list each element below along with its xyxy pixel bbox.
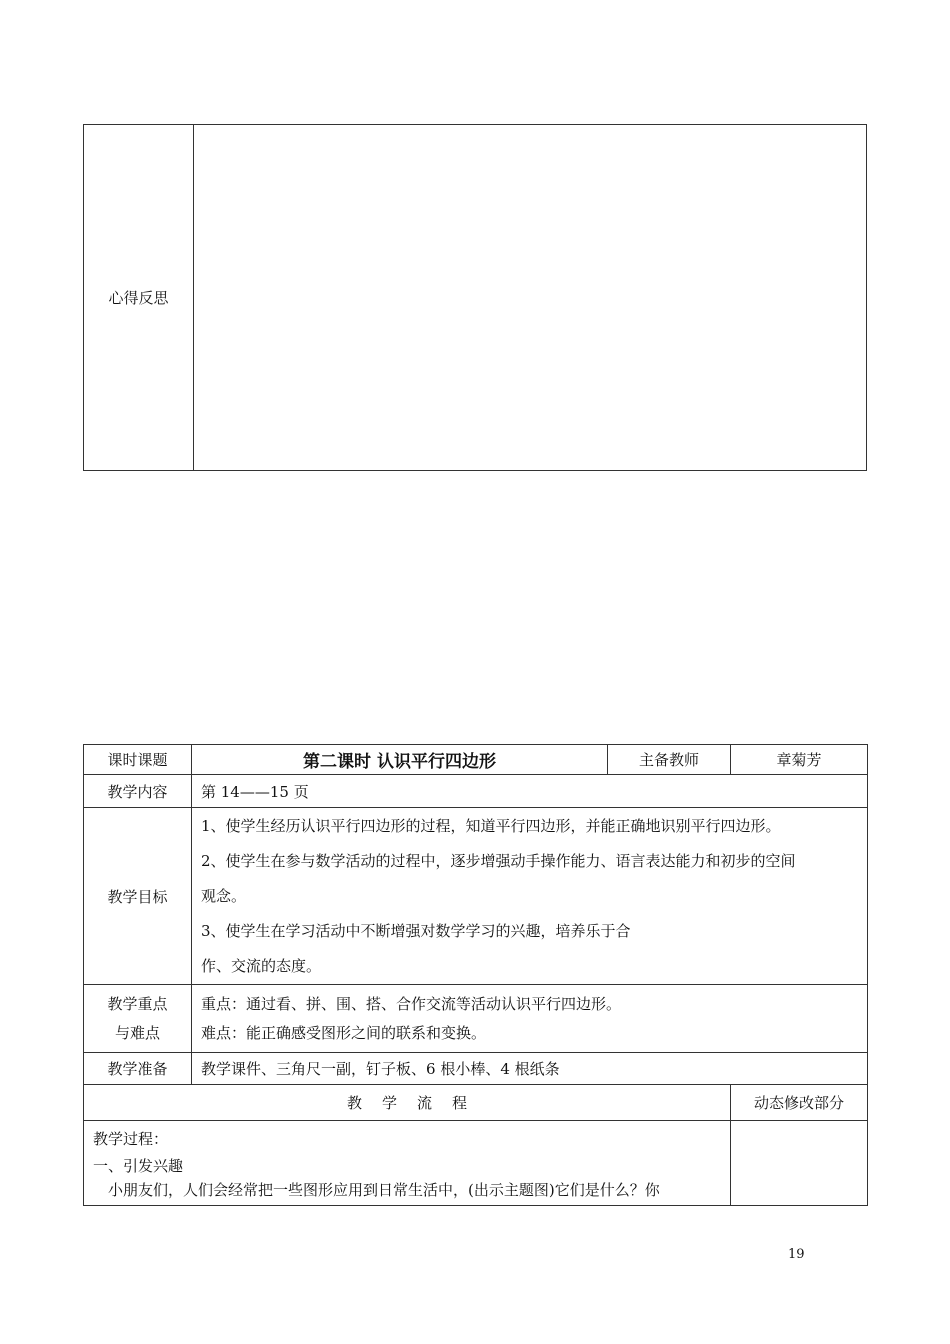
flow-char: 教	[346, 1094, 362, 1112]
flow-char: 学	[381, 1094, 397, 1112]
keys-label-line: 与难点	[114, 1023, 160, 1042]
section-text: 小朋友们，人们会经常把一些图形应用到日常生活中，(出示主题图)它们是什么？你	[108, 1181, 660, 1199]
goal-line: 3、使学生在学习活动中不断增强对数学学习的兴趣，培养乐于合	[201, 921, 631, 940]
lesson-topic: 第二课时 认识平行四边形	[192, 745, 608, 775]
flow-char: 流	[417, 1094, 433, 1112]
topic-label: 课时课题	[84, 745, 192, 775]
goals-label: 教学目标	[84, 808, 192, 985]
key-point: 重点：通过看、拼、围、搭、合作交流等活动认识平行四边形。	[201, 994, 622, 1013]
flow-char: 程	[452, 1094, 468, 1112]
goal-line: 1、使学生经历认识平行四边形的过程，知道平行四边形，并能正确地识别平行四边形。	[201, 816, 781, 835]
teacher-name: 章菊芳	[731, 745, 868, 775]
lesson-plan-table	[83, 744, 868, 1206]
reflection-table	[83, 124, 867, 471]
reflection-content-cell[interactable]	[194, 125, 867, 471]
difficulty: 难点：能正确感受图形之间的联系和变换。	[201, 1023, 487, 1042]
teacher-label: 主备教师	[608, 745, 731, 775]
keys-label-line: 教学重点	[107, 994, 168, 1013]
goals-cell	[192, 808, 868, 985]
content-label: 教学内容	[84, 775, 192, 808]
dynamic-label: 动态修改部分	[731, 1085, 868, 1121]
page-number: 19	[788, 1247, 805, 1262]
section-title: 一、引发兴趣	[93, 1157, 184, 1175]
keys-cell	[192, 985, 868, 1053]
keys-label	[84, 985, 192, 1053]
reflection-label: 心得反思	[84, 125, 194, 471]
teaching-flow-header	[84, 1085, 731, 1121]
process-cell	[84, 1121, 731, 1206]
goal-line: 2、使学生在参与数学活动的过程中，逐步增强动手操作能力、语言表达能力和初步的空间	[201, 851, 796, 870]
dynamic-cell[interactable]	[731, 1121, 868, 1206]
process-title: 教学过程：	[93, 1130, 169, 1148]
prep-label: 教学准备	[84, 1053, 192, 1085]
goal-line: 观念。	[201, 886, 247, 905]
prep-content: 教学课件、三角尺一副，钉子板、6 根小棒、4 根纸条	[192, 1053, 868, 1085]
goal-line: 作、交流的态度。	[201, 956, 322, 975]
lesson-content: 第 14——15 页	[192, 775, 868, 808]
